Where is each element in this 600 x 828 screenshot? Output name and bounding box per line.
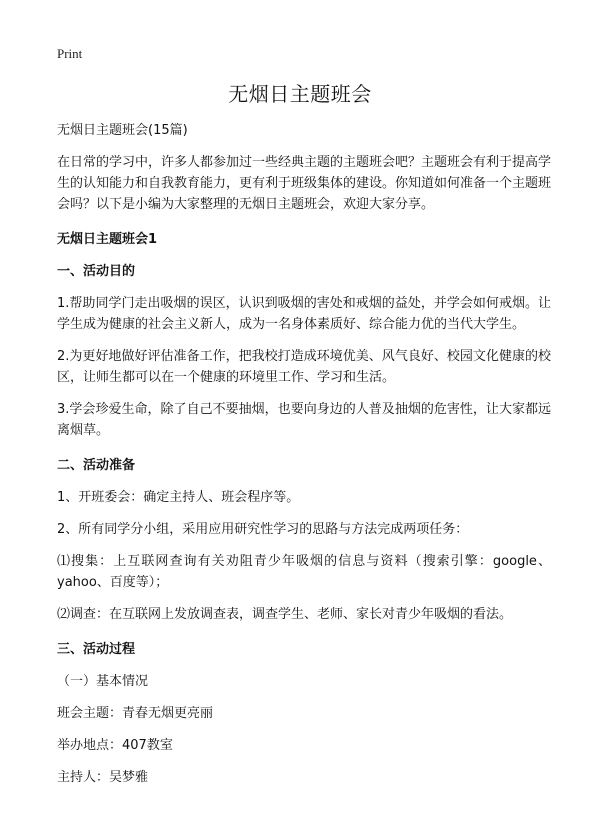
purpose-paragraph-1: 1.帮助同学门走出吸烟的误区，认识到吸烟的害处和戒烟的益处，并学会如何戒烟。让学生成为健康的社会主义新人，成为一名身体素质好、综合能力优的当代大学生。 bbox=[57, 296, 551, 332]
section-title: 无烟日主题班会1 bbox=[57, 232, 158, 247]
article-subtitle: 无烟日主题班会(15篇) bbox=[57, 123, 188, 138]
prep-item-2: 2、所有同学分小组，采用应用研究性学习的思路与方法完成两项任务： bbox=[57, 522, 469, 537]
intro-paragraph: 在日常的学习中，许多人都参加过一些经典主题的主题班会吧？主题班会有利于提高学生的认知能力和自我教育能力，更有利于班级集体的建设。你知道如何准备一个主题班会吗？以下是小编为大家整理的无烟日主题班会，欢迎大家分享。 bbox=[57, 155, 552, 212]
heading-purpose: 一、活动目的 bbox=[57, 264, 136, 279]
host-line: 主持人：吴梦雅 bbox=[57, 770, 149, 785]
heading-preparation: 二、活动准备 bbox=[57, 458, 136, 473]
location-line: 举办地点：407教室 bbox=[57, 738, 173, 753]
print-link[interactable]: Print bbox=[57, 46, 83, 61]
theme-line: 班会主题：青春无烟更亮丽 bbox=[57, 706, 214, 721]
sub-heading-basic: （一）基本情况 bbox=[57, 674, 149, 689]
task-item-1: ⑴搜集：上互联网查询有关劝阻青少年吸烟的信息与资料（搜索引擎：google、yahoo、百度等）； bbox=[57, 554, 551, 590]
purpose-paragraph-2: 2.为更好地做好评估准备工作，把我校打造成环境优美、风气良好、校园文化健康的校区，让师生都可以在一个健康的环境里工作、学习和生活。 bbox=[57, 349, 551, 385]
task-item-2: ⑵调查：在互联网上发放调查表，调查学生、老师、家长对青少年吸烟的看法。 bbox=[57, 607, 513, 622]
article-body bbox=[57, 120, 551, 788]
purpose-paragraph-3: 3.学会珍爱生命，除了自己不要抽烟，也要向身边的人普及抽烟的危害性，让大家都远离烟草。 bbox=[57, 402, 551, 438]
prep-item-1: 1、开班委会：确定主持人、班会程序等。 bbox=[57, 490, 300, 505]
heading-process: 三、活动过程 bbox=[57, 642, 136, 657]
page-title: 无烟日主题班会 bbox=[228, 82, 372, 106]
